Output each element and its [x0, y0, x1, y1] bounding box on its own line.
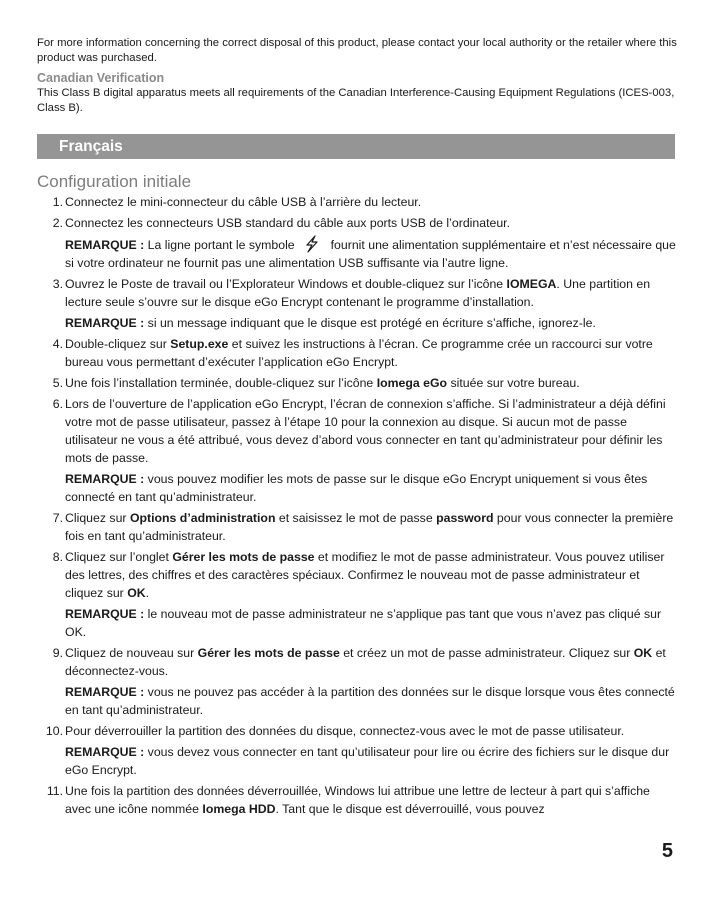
step-text: située sur votre bureau.	[450, 376, 580, 390]
step-number: 7.	[52, 511, 63, 525]
step-text: Pour déverrouiller la partition des données du disque, connectez-vous avec le mot de passe utilisateur.	[65, 724, 625, 738]
note-text: si un message indiquant que le disque est protégé en écriture s’affiche, ignorez-le.	[147, 316, 596, 330]
note	[65, 683, 677, 719]
step-number: 8.	[52, 550, 63, 564]
note-text: La ligne portant le symbole	[147, 238, 295, 252]
intro-block	[37, 36, 677, 115]
note-label: REMARQUE :	[65, 607, 145, 621]
step-8	[37, 548, 677, 641]
step-5	[37, 374, 677, 392]
step-text: Connectez les connecteurs USB standard du câble aux ports USB de l’ordinateur.	[65, 216, 510, 230]
section-title: Configuration initiale	[37, 172, 192, 191]
step-11	[37, 782, 677, 818]
step-bold-text: Gérer les mots de passe	[172, 550, 315, 564]
note	[65, 605, 677, 641]
step-text: Cliquez sur l’onglet	[65, 550, 169, 564]
step-number: 5.	[52, 376, 63, 390]
note-label: REMARQUE :	[65, 685, 145, 699]
note-label: REMARQUE :	[65, 238, 145, 252]
step-9	[37, 644, 677, 719]
step-text: et saisissez le mot de passe	[278, 511, 433, 525]
step-text: .	[145, 586, 150, 600]
step-number: 11.	[46, 784, 63, 798]
step-text: Lors de l’ouverture de l’application eGo Encrypt, l’écran de connexion s’affiche. Si l’administrateur a déjà défini votre mot de passe utilisateur, passez à l’étape 10 pour la connexion au disque. Si aucun mot de passe utilisateur ne vous a été attribué, vous devez d’abord vous connecter en tant qu’administrateur pour définir les mots de passe.	[65, 397, 666, 465]
step-text: et modifiez le mot de passe administrateur. Vous pouvez utiliser des lettres, des chiffres et des caractères spéciaux. Confirmez le nouveau mot de passe administrateur et cliquez sur	[65, 550, 665, 600]
note	[65, 470, 677, 506]
step-text: et suivez les instructions à l’écran. Ce programme crée un raccourci sur votre bureau vous permettant d’exécuter l’application eGo Encrypt.	[65, 337, 653, 369]
step-bold-text: Setup.exe	[170, 337, 229, 351]
step-text: Double-cliquez sur	[65, 337, 167, 351]
note-text: vous devez vous connecter en tant qu’utilisateur pour lire ou écrire des fichiers sur le disque dur eGo Encrypt.	[65, 745, 670, 777]
step-text: Une fois l’installation terminée, double-cliquez sur l’icône	[65, 376, 374, 390]
step-number: 3.	[52, 277, 63, 291]
step-bold-text: IOMEGA	[506, 277, 557, 291]
step-text: et déconnectez-vous.	[65, 646, 666, 678]
step-text: . Une partition en lecture seule s’ouvre sur le disque eGo Encrypt contenant le programme d’installation.	[65, 277, 651, 309]
step-6	[37, 395, 677, 506]
power-bolt-icon	[299, 235, 325, 253]
step-bold-text: OK	[127, 586, 146, 600]
step-bold-text: password	[436, 511, 494, 525]
note	[65, 743, 677, 779]
step-bold-text: OK	[633, 646, 653, 660]
step-text: Cliquez de nouveau sur	[65, 646, 195, 660]
note	[65, 235, 677, 272]
step-bold-text: Options d’administration	[129, 511, 276, 525]
step-text: Ouvrez le Poste de travail ou l’Explorateur Windows et double-cliquez sur l’icône	[65, 277, 504, 291]
step-number: 1.	[52, 195, 63, 209]
step-text: Connectez le mini-connecteur du câble USB à l’arrière du lecteur.	[65, 195, 422, 209]
disposal-text: For more information concerning the correct disposal of this product, please contact your local authority or the retailer where this product was purchased.	[37, 37, 677, 64]
step-bold-text: Iomega eGo	[376, 376, 448, 390]
step-4	[37, 335, 677, 371]
step-number: 9.	[52, 646, 63, 660]
note-label: REMARQUE :	[65, 745, 145, 759]
step-7	[37, 509, 677, 545]
step-number: 4.	[52, 337, 63, 351]
step-2	[37, 214, 677, 272]
step-text: Cliquez sur	[65, 511, 127, 525]
step-text: Une fois la partition des données déverrouillée, Windows lui attribue une lettre de lecteur à part qui s’affiche avec une icône nommée	[65, 784, 650, 816]
step-text: . Tant que le disque est déverrouillé, vous pouvez	[275, 802, 545, 816]
note-text: vous pouvez modifier les mots de passe sur le disque eGo Encrypt uniquement si vous êtes connecté en tant qu’administrateur.	[65, 472, 648, 504]
note	[65, 314, 677, 332]
step-text: et créez un mot de passe administrateur. Cliquez sur	[343, 646, 631, 660]
step-bold-text: Gérer les mots de passe	[197, 646, 340, 660]
step-bold-text: Iomega HDD	[202, 802, 276, 816]
language-banner: Français	[37, 134, 675, 159]
step-number: 10.	[45, 724, 63, 738]
note-label: REMARQUE :	[65, 316, 145, 330]
note-text: fournit une alimentation supplémentaire et n’est nécessaire que si votre ordinateur ne fournit pas une alimentation USB suffisante via l’autre ligne.	[65, 238, 676, 270]
canadian-verification-heading: Canadian Verification	[37, 71, 165, 85]
note-text: le nouveau mot de passe administrateur ne s’applique pas tant que vous n’avez pas cliqué sur OK.	[65, 607, 662, 639]
note-label: REMARQUE :	[65, 472, 145, 486]
step-1	[37, 193, 677, 211]
step-number: 6.	[52, 397, 63, 411]
step-text: pour vous connecter la première fois en tant qu’administrateur.	[65, 511, 674, 543]
step-3	[37, 275, 677, 332]
note-text: vous ne pouvez pas accéder à la partition des données sur le disque lorsque vous êtes connecté en tant qu’administrateur.	[65, 685, 675, 717]
canadian-verification-text: This Class B digital apparatus meets all requirements of the Canadian Interference-Causing Equipment Regulations (ICES-003, Class B).	[37, 87, 675, 114]
page-number: 5	[661, 840, 673, 862]
step-10	[37, 722, 677, 779]
step-number: 2.	[52, 216, 63, 230]
steps-list	[37, 193, 677, 821]
